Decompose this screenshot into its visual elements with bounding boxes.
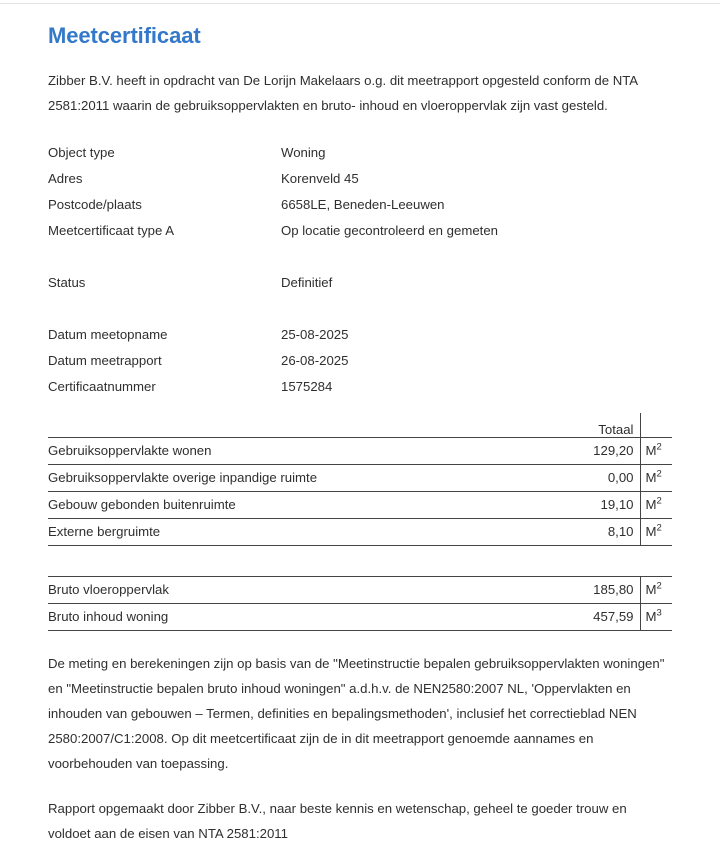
header-unit <box>640 413 672 438</box>
table-row <box>48 465 672 492</box>
info-value: 25-08-2025 <box>281 327 349 342</box>
row-label: Bruto vloeroppervlak <box>48 577 518 604</box>
info-label: Postcode/plaats <box>48 197 142 212</box>
footnote-declaration: Rapport opgemaakt door Zibber B.V., naar beste kennis en wetenschap, geheel te goeder trouw en voldoet aan de eisen van NTA 2581:2011 <box>48 801 627 841</box>
row-unit: $M^2$ <box>640 577 672 604</box>
measurements-table <box>48 413 672 546</box>
gross-measurements-table <box>48 576 672 631</box>
info-label: Status <box>48 275 86 290</box>
row-value: 8,10 <box>518 519 640 546</box>
info-value: 1575284 <box>281 379 333 394</box>
row-unit: $M^2$ <box>640 519 672 546</box>
table-header-row <box>48 413 672 438</box>
spacer <box>48 244 672 270</box>
row-label: Externe bergruimte <box>48 519 518 546</box>
info-row <box>48 192 672 218</box>
info-label: Certificaatnummer <box>48 379 156 394</box>
info-value: Woning <box>281 145 326 160</box>
status-info-block <box>48 270 672 296</box>
info-label: Datum meetrapport <box>48 353 162 368</box>
header-name <box>48 413 518 438</box>
row-value: 0,00 <box>518 465 640 492</box>
info-row <box>48 270 672 296</box>
info-row <box>48 140 672 166</box>
row-label: Bruto inhoud woning <box>48 604 518 631</box>
page-title: Meetcertificaat <box>48 23 201 48</box>
table-row <box>48 438 672 465</box>
row-label: Gebruiksoppervlakte wonen <box>48 438 518 465</box>
row-label: Gebruiksoppervlakte overige inpandige ruimte <box>48 465 518 492</box>
info-value: Korenveld 45 <box>281 171 359 186</box>
info-row <box>48 166 672 192</box>
info-value: 26-08-2025 <box>281 353 349 368</box>
spacer <box>48 546 672 576</box>
header-total: Totaal <box>518 413 640 438</box>
info-label: Datum meetopname <box>48 327 168 342</box>
info-label: Adres <box>48 171 83 186</box>
row-unit: $M^2$ <box>640 465 672 492</box>
info-label: Meetcertificaat type A <box>48 223 175 238</box>
info-row <box>48 348 672 374</box>
row-unit: $M^2$ <box>640 438 672 465</box>
spacer <box>48 296 672 322</box>
info-label: Object type <box>48 145 115 160</box>
intro-paragraph: Zibber B.V. heeft in opdracht van De Lorijn Makelaars o.g. dit meetrapport opgesteld conform de NTA 2581:2011 waarin de gebruiksoppervlakten en bruto- inhoud en vloeroppervlak zijn vast gesteld. <box>48 73 638 113</box>
info-row <box>48 374 672 400</box>
date-info-block <box>48 322 672 400</box>
row-value: 19,10 <box>518 492 640 519</box>
table-row <box>48 519 672 546</box>
row-value: 457,59 <box>518 604 640 631</box>
row-value: 185,80 <box>518 577 640 604</box>
status-value: Definitief <box>281 275 333 290</box>
info-value: 6658LE, Beneden-Leeuwen <box>281 197 445 212</box>
info-row <box>48 322 672 348</box>
row-label: Gebouw gebonden buitenruimte <box>48 492 518 519</box>
info-row <box>48 218 672 244</box>
table-row <box>48 492 672 519</box>
row-unit: $M^2$ <box>640 492 672 519</box>
row-value: 129,20 <box>518 438 640 465</box>
table-row <box>48 577 672 604</box>
object-info-block <box>48 140 672 244</box>
spacer <box>48 400 672 413</box>
info-value: Op locatie gecontroleerd en gemeten <box>281 223 499 238</box>
row-unit: $M^3$ <box>640 604 672 631</box>
table-row <box>48 604 672 631</box>
footnote-standards: De meting en berekeningen zijn op basis van de "Meetinstructie bepalen gebruiksoppervlakten woningen" en "Meetinstructie bepalen bruto inhoud woningen" a.d.h.v. de NEN2580:2007 NL, 'Oppervlakten en inhouden van gebouwen – Termen, definities en bepalingsmethoden', inclusief het correctieblad NEN 2580:2007/C1:2008. Op dit meetcertificaat zijn de in dit meetrapport genoemde aannames en voorbehouden van toepassing. <box>48 656 665 771</box>
